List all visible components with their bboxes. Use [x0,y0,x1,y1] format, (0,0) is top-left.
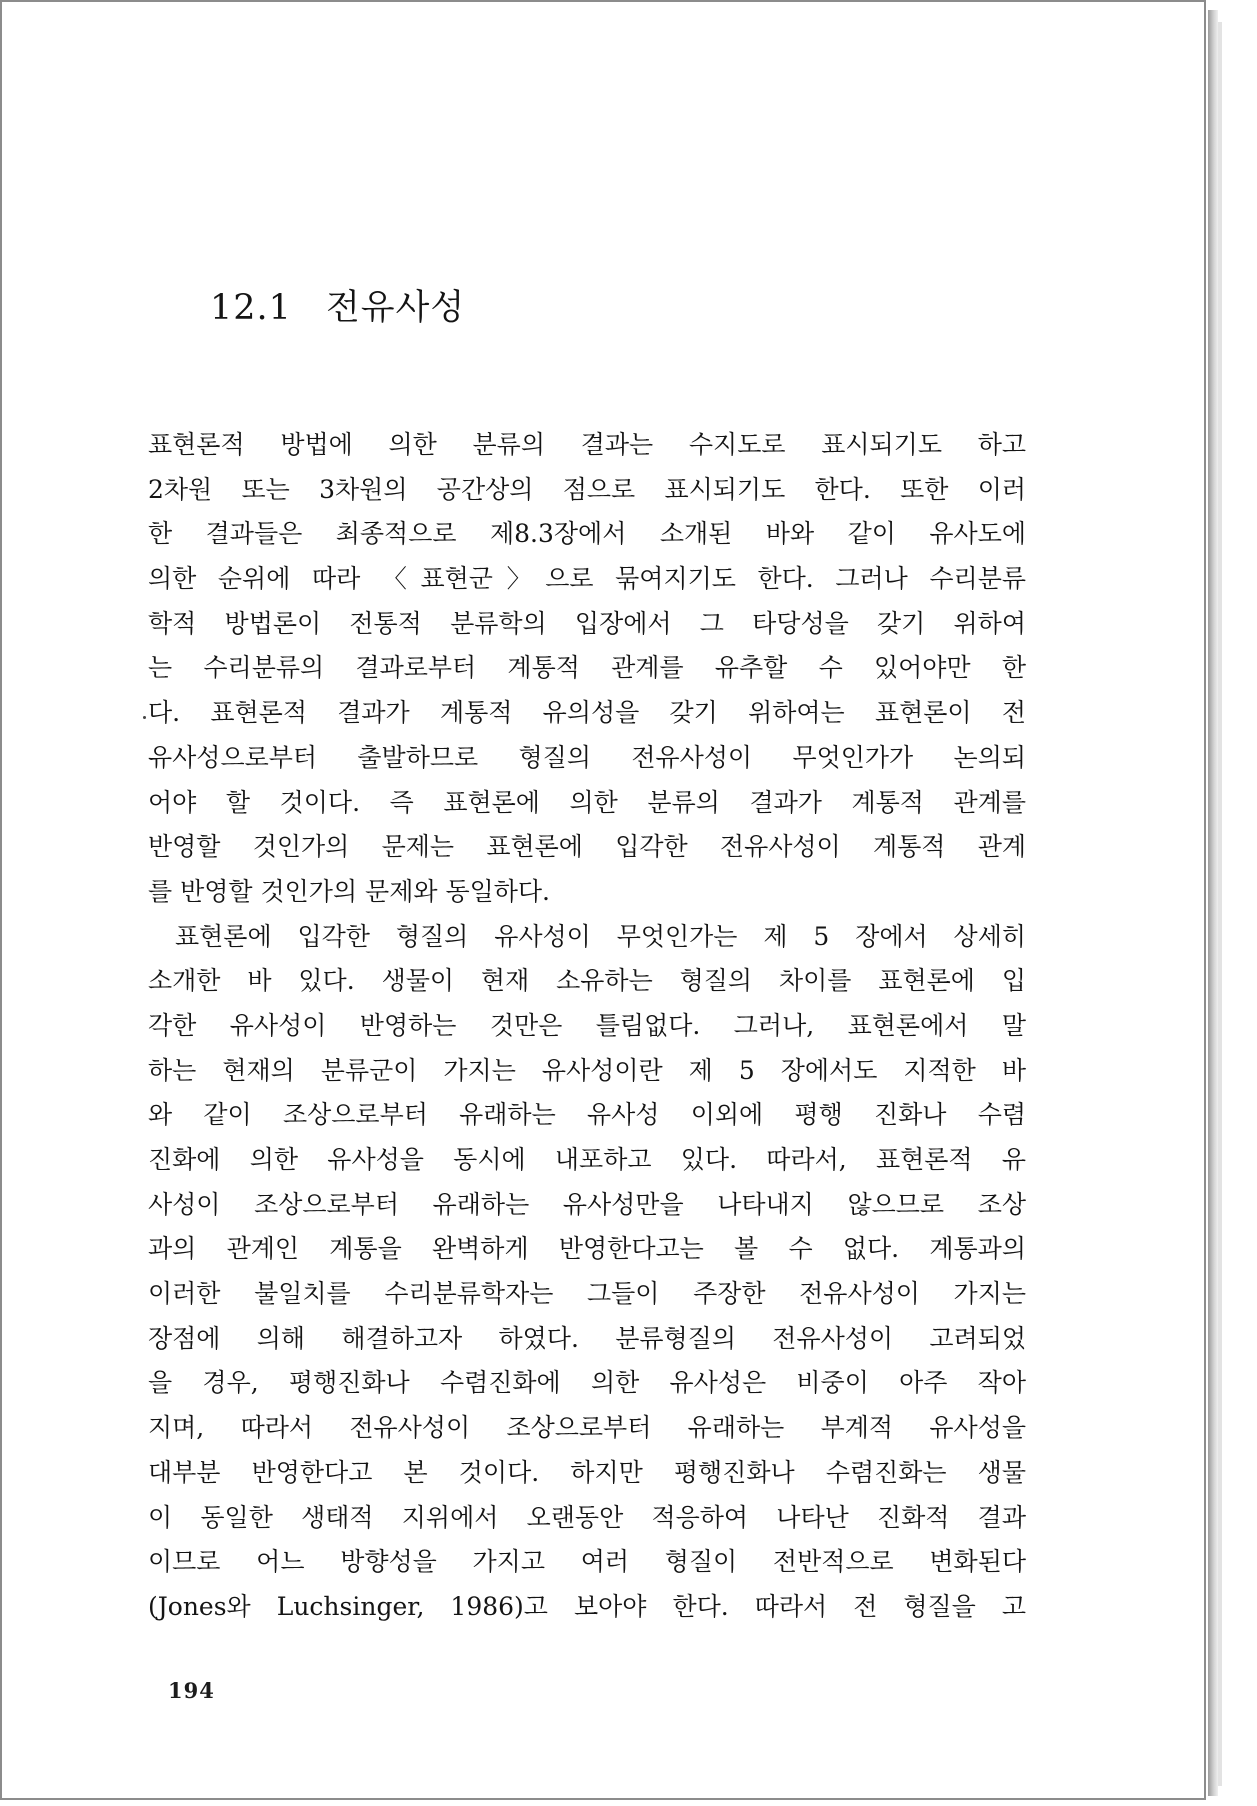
text-line: 학적 방법론이 전통적 분류학의 입장에서 그 타당성을 갖기 위하여 [148,608,1026,638]
text-line: 이러한 불일치를 수리분류학자는 그들이 주장한 전유사성이 가지는 [148,1279,1026,1309]
text-line: 지며, 따라서 전유사성이 조상으로부터 유래하는 부계적 유사성을 [148,1413,1026,1443]
text-line: 반영할 것인가의 문제는 표현론에 입각한 전유사성이 계통적 관계 [148,832,1026,862]
text-line: 소개한 바 있다. 생물이 현재 소유하는 형질의 차이를 표현론에 입 [148,966,1026,996]
text-line: 과의 관계인 계통을 완벽하게 반영한다고는 볼 수 없다. 계통과의 [148,1234,1026,1264]
text-line: 하는 현재의 분류군이 가지는 유사성이란 제 5 장에서도 지적한 바 [148,1055,1026,1085]
text-line: 표현론적 방법에 의한 분류의 결과는 수지도로 표시되기도 하고 [148,430,1026,459]
text-line: 는 수리분류의 결과로부터 계통적 관계를 유추할 수 있어야만 한 [148,653,1026,683]
section-heading [210,280,465,330]
text-line: 을 경우, 평행진화나 수렴진화에 의한 유사성은 비중이 아주 작아 [148,1368,1026,1398]
text-line: 장점에 의해 해결하고자 하였다. 분류형질의 전유사성이 고려되었 [148,1323,1026,1353]
stray-ink-dot [143,716,146,719]
text-line: 한 결과들은 최종적으로 제8.3장에서 소개된 바와 같이 유사도에 [148,519,1026,549]
text-line: 사성이 조상으로부터 유래하는 유사성만을 나타내지 않으므로 조상 [148,1189,1026,1219]
text-line: 각한 유사성이 반영하는 것만은 틀림없다. 그러나, 표현론에서 말 [148,1010,1026,1040]
text-line: 진화에 의한 유사성을 동시에 내포하고 있다. 따라서, 표현론적 유 [148,1145,1026,1174]
text-line: 의한 순위에 따라 〈표현군〉으로 묶여지기도 한다. 그러나 수리분류 [148,564,1026,594]
text-line: 어야 할 것이다. 즉 표현론에 의한 분류의 결과가 계통적 관계를 [148,787,1026,817]
page-stack-edge-inner [1218,22,1222,1786]
text-line: 를 반영할 것인가의 문제와 동일하다. [148,876,550,906]
page-number: 194 [168,1678,215,1703]
text-line: 이므로 어느 방향성을 가지고 여러 형질이 전반적으로 변화된다 [148,1547,1026,1577]
section-number: 12.1 [210,288,292,328]
text-line: 이 동일한 생태적 지위에서 오랜동안 적응하여 나타난 진화적 결과 [148,1502,1026,1532]
text-line: 와 같이 조상으로부터 유래하는 유사성 이외에 평행 진화나 수렴 [148,1100,1026,1130]
section-title: 전유사성 [325,288,466,328]
text-line: (Jones와 Luchsinger, 1986)고 보아야 한다. 따라서 전 형질을 고 [148,1591,1026,1621]
text-line: 2차원 또는 3차원의 공간상의 점으로 표시되기도 한다. 또한 이러 [148,474,1026,504]
text-line: 표현론에 입각한 형질의 유사성이 무엇인가는 제 5 장에서 상세히 [175,921,1026,951]
text-line: 다. 표현론적 결과가 계통적 유의성을 갖기 위하여는 표현론이 전 [148,698,1026,728]
page-stack-edge [1208,10,1218,1796]
text-line: 유사성으로부터 출발하므로 형질의 전유사성이 무엇인가가 논의되 [148,742,1026,772]
text-line: 대부분 반영한다고 본 것이다. 하지만 평행진화나 수렴진화는 생물 [148,1457,1026,1487]
body-text [148,423,1026,1630]
